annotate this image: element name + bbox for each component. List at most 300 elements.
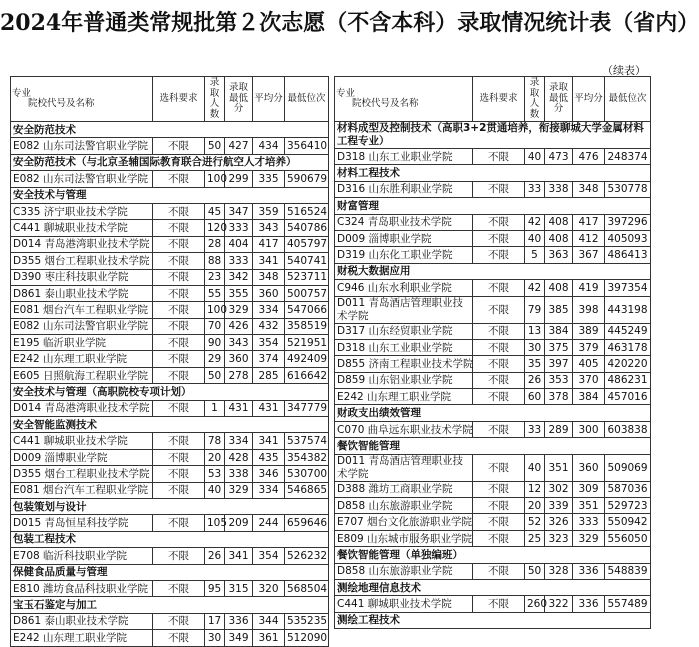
avg-score-cell: 384 bbox=[573, 389, 605, 405]
table-header-row bbox=[11, 77, 329, 122]
min-score-cell: 328 bbox=[545, 563, 573, 579]
category-label: 财政支出绩效管理 bbox=[335, 405, 651, 421]
requirement-cell: 不限 bbox=[473, 596, 525, 612]
admitted-cell: 52 bbox=[525, 514, 545, 530]
table-row bbox=[11, 171, 329, 187]
school-name-cell: C946 山东水利职业学院 bbox=[335, 280, 473, 296]
admitted-cell: 40 bbox=[205, 482, 225, 498]
table-row bbox=[11, 466, 329, 482]
table-row bbox=[335, 421, 651, 437]
min-position-cell: 486413 bbox=[605, 247, 651, 263]
school-name-cell: E082 山东司法警官职业学院 bbox=[11, 171, 153, 187]
school-name-cell: D316 山东胜利职业学院 bbox=[335, 181, 473, 197]
table-row bbox=[11, 433, 329, 449]
min-score-cell: 278 bbox=[225, 367, 253, 383]
avg-score-cell: 360 bbox=[253, 285, 285, 301]
min-score-cell: 334 bbox=[225, 433, 253, 449]
school-name-cell: C441 聊城职业技术学院 bbox=[11, 433, 153, 449]
school-name-cell: E081 烟台汽车工程职业学院 bbox=[11, 482, 153, 498]
avg-score-cell: 431 bbox=[253, 400, 285, 416]
requirement-cell: 不限 bbox=[473, 230, 525, 246]
min-position-cell: 445249 bbox=[605, 323, 651, 339]
requirement-cell: 不限 bbox=[473, 514, 525, 530]
min-score-cell: 343 bbox=[225, 335, 253, 351]
school-name-cell: D861 泰山职业技术学院 bbox=[11, 285, 153, 301]
admitted-cell: 79 bbox=[525, 296, 545, 323]
page-title: 2024年普通类常规批第２次志愿（不含本科）录取情况统计表（省内） bbox=[0, 10, 699, 36]
min-score-cell: 355 bbox=[225, 285, 253, 301]
min-score-cell: 427 bbox=[225, 138, 253, 154]
category-label: 材料成型及控制技术（高职3+2贯通培养，衔接聊城大学金属材料工程专业） bbox=[335, 122, 651, 149]
min-score-cell: 473 bbox=[545, 149, 573, 165]
requirement-cell: 不限 bbox=[153, 367, 205, 383]
min-position-cell: 550942 bbox=[605, 514, 651, 530]
requirement-cell: 不限 bbox=[473, 481, 525, 497]
avg-score-cell: 359 bbox=[253, 203, 285, 219]
requirement-cell: 不限 bbox=[473, 389, 525, 405]
avg-score-cell: 333 bbox=[573, 514, 605, 530]
school-name-cell: D317 山东经贸职业学院 bbox=[335, 323, 473, 339]
avg-score-cell: 348 bbox=[253, 269, 285, 285]
requirement-cell: 不限 bbox=[153, 613, 205, 629]
min-position-cell: 547066 bbox=[285, 302, 329, 318]
table-row bbox=[335, 280, 651, 296]
min-score-cell: 338 bbox=[545, 181, 573, 197]
admitted-cell: 26 bbox=[525, 372, 545, 388]
requirement-cell: 不限 bbox=[153, 236, 205, 252]
avg-score-cell: 412 bbox=[573, 230, 605, 246]
avg-score-cell: 335 bbox=[253, 171, 285, 187]
category-label: 保健食品质量与管理 bbox=[11, 564, 329, 580]
min-position-cell: 397354 bbox=[605, 280, 651, 296]
avg-score-cell: 346 bbox=[253, 466, 285, 482]
category-label: 财富管理 bbox=[335, 198, 651, 214]
admitted-cell: 120 bbox=[205, 220, 225, 236]
requirement-cell: 不限 bbox=[473, 296, 525, 323]
table-row bbox=[335, 323, 651, 339]
table-row bbox=[335, 214, 651, 230]
table-row bbox=[335, 181, 651, 197]
min-position-cell: 354382 bbox=[285, 449, 329, 465]
admitted-cell: 25 bbox=[525, 530, 545, 546]
admitted-cell: 90 bbox=[205, 335, 225, 351]
min-score-cell: 363 bbox=[545, 247, 573, 263]
school-name-cell: D009 淄博职业学院 bbox=[11, 449, 153, 465]
avg-score-cell: 336 bbox=[573, 563, 605, 579]
min-score-cell: 333 bbox=[225, 253, 253, 269]
min-position-cell: 587036 bbox=[605, 481, 651, 497]
admitted-cell: 26 bbox=[205, 548, 225, 564]
admitted-cell: 20 bbox=[525, 498, 545, 514]
category-row bbox=[335, 579, 651, 595]
admitted-cell: 40 bbox=[525, 149, 545, 165]
school-name-cell: D009 淄博职业学院 bbox=[335, 230, 473, 246]
school-name-cell: C441 聊城职业技术学院 bbox=[335, 596, 473, 612]
category-label: 测绘工程技术 bbox=[335, 612, 651, 628]
avg-score-cell: 329 bbox=[573, 530, 605, 546]
admitted-cell: 33 bbox=[525, 181, 545, 197]
admitted-cell: 28 bbox=[205, 236, 225, 252]
category-label: 材料工程技术 bbox=[335, 165, 651, 181]
admitted-cell: 33 bbox=[525, 421, 545, 437]
min-position-cell: 248374 bbox=[605, 149, 651, 165]
header-major-school: 专业 院校代号及名称 bbox=[335, 77, 473, 122]
min-position-cell: 512090 bbox=[285, 630, 329, 646]
table-row bbox=[11, 630, 329, 646]
category-row bbox=[335, 165, 651, 181]
school-name-cell: E242 山东理工职业学院 bbox=[11, 630, 153, 646]
header-avg: 平均分 bbox=[253, 77, 285, 122]
table-row bbox=[335, 339, 651, 355]
category-row bbox=[335, 198, 651, 214]
school-name-cell: E195 临沂职业学院 bbox=[11, 335, 153, 351]
admitted-cell: 13 bbox=[525, 323, 545, 339]
category-row bbox=[11, 564, 329, 580]
min-position-cell: 530700 bbox=[285, 466, 329, 482]
school-name-cell: D318 山东工业职业学院 bbox=[335, 339, 473, 355]
avg-score-cell: 354 bbox=[253, 335, 285, 351]
min-score-cell: 378 bbox=[545, 389, 573, 405]
min-position-cell: 397296 bbox=[605, 214, 651, 230]
table-row bbox=[11, 335, 329, 351]
avg-score-cell: 434 bbox=[253, 138, 285, 154]
min-position-cell: 358519 bbox=[285, 318, 329, 334]
category-label: 财税大数据应用 bbox=[335, 263, 651, 279]
avg-score-cell: 405 bbox=[573, 356, 605, 372]
avg-score-cell: 334 bbox=[253, 482, 285, 498]
min-score-cell: 431 bbox=[225, 400, 253, 416]
min-score-cell: 336 bbox=[225, 613, 253, 629]
min-score-cell: 322 bbox=[545, 596, 573, 612]
requirement-cell: 不限 bbox=[153, 220, 205, 236]
table-row bbox=[11, 367, 329, 383]
admitted-cell: 45 bbox=[205, 203, 225, 219]
header-min-score: 录取最低分 bbox=[225, 77, 253, 122]
avg-score-cell: 285 bbox=[253, 367, 285, 383]
min-score-cell: 329 bbox=[225, 302, 253, 318]
school-name-cell: D014 青岛港湾职业技术学院 bbox=[11, 400, 153, 416]
min-position-cell: 420220 bbox=[605, 356, 651, 372]
requirement-cell: 不限 bbox=[473, 421, 525, 437]
requirement-cell: 不限 bbox=[473, 149, 525, 165]
admitted-cell: 50 bbox=[525, 563, 545, 579]
category-row bbox=[11, 498, 329, 514]
min-score-cell: 326 bbox=[545, 514, 573, 530]
table-row bbox=[335, 481, 651, 497]
category-row bbox=[335, 122, 651, 149]
admitted-cell: 42 bbox=[525, 280, 545, 296]
admitted-cell: 88 bbox=[205, 253, 225, 269]
min-score-cell: 302 bbox=[545, 481, 573, 497]
school-name-cell: D861 泰山职业技术学院 bbox=[11, 613, 153, 629]
min-position-cell: 492409 bbox=[285, 351, 329, 367]
min-position-cell: 521951 bbox=[285, 335, 329, 351]
school-name-cell: E082 山东司法警官职业学院 bbox=[11, 318, 153, 334]
requirement-cell: 不限 bbox=[473, 530, 525, 546]
table-row bbox=[335, 230, 651, 246]
admitted-cell: 260 bbox=[525, 596, 545, 612]
table-row bbox=[11, 613, 329, 629]
table-row bbox=[11, 318, 329, 334]
min-score-cell: 315 bbox=[225, 580, 253, 596]
requirement-cell: 不限 bbox=[473, 214, 525, 230]
category-row bbox=[335, 612, 651, 628]
header-min-position: 最低位次 bbox=[605, 77, 651, 122]
admitted-cell: 30 bbox=[205, 630, 225, 646]
requirement-cell: 不限 bbox=[153, 171, 205, 187]
min-position-cell: 537574 bbox=[285, 433, 329, 449]
category-label: 餐饮智能管理（单独编班） bbox=[335, 547, 651, 563]
min-score-cell: 329 bbox=[225, 482, 253, 498]
admitted-cell: 40 bbox=[525, 454, 545, 481]
table-row bbox=[335, 372, 651, 388]
avg-score-cell: 417 bbox=[253, 236, 285, 252]
table-row bbox=[335, 563, 651, 579]
min-position-cell: 540741 bbox=[285, 253, 329, 269]
requirement-cell: 不限 bbox=[473, 280, 525, 296]
min-position-cell: 486231 bbox=[605, 372, 651, 388]
category-label: 安全智能监测技术 bbox=[11, 417, 329, 433]
header-admitted: 录取人数 bbox=[525, 77, 545, 122]
table-row bbox=[11, 138, 329, 154]
admitted-cell: 17 bbox=[205, 613, 225, 629]
requirement-cell: 不限 bbox=[153, 203, 205, 219]
avg-score-cell: 370 bbox=[573, 372, 605, 388]
table-row bbox=[11, 351, 329, 367]
admitted-cell: 100 bbox=[205, 302, 225, 318]
requirement-cell: 不限 bbox=[153, 302, 205, 318]
min-position-cell: 509069 bbox=[605, 454, 651, 481]
admitted-cell: 29 bbox=[205, 351, 225, 367]
school-name-cell: D319 山东化工职业学院 bbox=[335, 247, 473, 263]
requirement-cell: 不限 bbox=[153, 269, 205, 285]
min-position-cell: 529723 bbox=[605, 498, 651, 514]
min-score-cell: 351 bbox=[545, 454, 573, 481]
category-label: 宝玉石鉴定与加工 bbox=[11, 597, 329, 613]
min-position-cell: 405797 bbox=[285, 236, 329, 252]
category-row bbox=[335, 263, 651, 279]
min-score-cell: 349 bbox=[225, 630, 253, 646]
requirement-cell: 不限 bbox=[153, 433, 205, 449]
header-avg: 平均分 bbox=[573, 77, 605, 122]
category-label: 包装工程技术 bbox=[11, 531, 329, 547]
admitted-cell: 105 bbox=[205, 515, 225, 531]
requirement-cell: 不限 bbox=[153, 285, 205, 301]
min-score-cell: 347 bbox=[225, 203, 253, 219]
min-score-cell: 385 bbox=[545, 296, 573, 323]
requirement-cell: 不限 bbox=[153, 318, 205, 334]
category-label: 安全防范技术（与北京圣辅国际教育联合进行航空人才培养） bbox=[11, 154, 329, 170]
school-name-cell: D390 枣庄科技职业学院 bbox=[11, 269, 153, 285]
avg-score-cell: 354 bbox=[253, 548, 285, 564]
admitted-cell: 60 bbox=[525, 389, 545, 405]
min-score-cell: 404 bbox=[225, 236, 253, 252]
requirement-cell: 不限 bbox=[153, 253, 205, 269]
avg-score-cell: 341 bbox=[253, 253, 285, 269]
school-name-cell: D355 烟台工程职业技术学院 bbox=[11, 466, 153, 482]
category-label: 安全技术与管理（高职院校专项计划） bbox=[11, 384, 329, 400]
min-score-cell: 323 bbox=[545, 530, 573, 546]
min-score-cell: 397 bbox=[545, 356, 573, 372]
requirement-cell: 不限 bbox=[473, 372, 525, 388]
admitted-cell: 35 bbox=[525, 356, 545, 372]
header-admitted: 录取人数 bbox=[205, 77, 225, 122]
continued-label: （续表） bbox=[602, 64, 646, 77]
min-position-cell: 568504 bbox=[285, 580, 329, 596]
school-name-cell: D011 青岛酒店管理职业技术学院 bbox=[335, 454, 473, 481]
min-score-cell: 209 bbox=[225, 515, 253, 531]
min-score-cell: 339 bbox=[545, 498, 573, 514]
avg-score-cell: 309 bbox=[573, 481, 605, 497]
table-row bbox=[335, 247, 651, 263]
school-name-cell: D388 潍坊工商职业学院 bbox=[335, 481, 473, 497]
category-row bbox=[11, 417, 329, 433]
min-position-cell: 526232 bbox=[285, 548, 329, 564]
min-position-cell: 659646 bbox=[285, 515, 329, 531]
requirement-cell: 不限 bbox=[473, 563, 525, 579]
category-row bbox=[11, 531, 329, 547]
min-score-cell: 289 bbox=[545, 421, 573, 437]
school-name-cell: D855 济南工程职业技术学院 bbox=[335, 356, 473, 372]
min-position-cell: 557489 bbox=[605, 596, 651, 612]
avg-score-cell: 432 bbox=[253, 318, 285, 334]
requirement-cell: 不限 bbox=[473, 454, 525, 481]
admitted-cell: 50 bbox=[205, 138, 225, 154]
header-requirement: 选科要求 bbox=[473, 77, 525, 122]
category-label: 包装策划与设计 bbox=[11, 498, 329, 514]
min-position-cell: 405093 bbox=[605, 230, 651, 246]
avg-score-cell: 374 bbox=[253, 351, 285, 367]
min-position-cell: 457016 bbox=[605, 389, 651, 405]
requirement-cell: 不限 bbox=[473, 498, 525, 514]
min-score-cell: 375 bbox=[545, 339, 573, 355]
admitted-cell: 1 bbox=[205, 400, 225, 416]
school-name-cell: D011 青岛酒店管理职业技术学院 bbox=[335, 296, 473, 323]
requirement-cell: 不限 bbox=[153, 400, 205, 416]
requirement-cell: 不限 bbox=[153, 335, 205, 351]
admission-table-left bbox=[10, 76, 329, 647]
table-row bbox=[11, 269, 329, 285]
avg-score-cell: 398 bbox=[573, 296, 605, 323]
category-row bbox=[335, 438, 651, 454]
admitted-cell: 40 bbox=[525, 230, 545, 246]
min-position-cell: 500757 bbox=[285, 285, 329, 301]
min-position-cell: 540786 bbox=[285, 220, 329, 236]
school-name-cell: C441 聊城职业技术学院 bbox=[11, 220, 153, 236]
school-name-cell: D859 山东铝业职业学院 bbox=[335, 372, 473, 388]
admitted-cell: 12 bbox=[525, 481, 545, 497]
min-position-cell: 590679 bbox=[285, 171, 329, 187]
table-row bbox=[11, 203, 329, 219]
table-row bbox=[11, 302, 329, 318]
min-score-cell: 408 bbox=[545, 230, 573, 246]
requirement-cell: 不限 bbox=[473, 339, 525, 355]
avg-score-cell: 320 bbox=[253, 580, 285, 596]
school-name-cell: E809 山东城市服务职业学院 bbox=[335, 530, 473, 546]
school-name-cell: D858 山东旅游职业学院 bbox=[335, 498, 473, 514]
table-row bbox=[11, 548, 329, 564]
requirement-cell: 不限 bbox=[473, 247, 525, 263]
header-min-score: 录取最低分 bbox=[545, 77, 573, 122]
school-name-cell: E082 山东司法警官职业学院 bbox=[11, 138, 153, 154]
avg-score-cell: 334 bbox=[253, 302, 285, 318]
min-score-cell: 353 bbox=[545, 372, 573, 388]
header-requirement: 选科要求 bbox=[153, 77, 205, 122]
min-score-cell: 333 bbox=[225, 220, 253, 236]
avg-score-cell: 341 bbox=[253, 433, 285, 449]
category-row bbox=[11, 187, 329, 203]
school-name-cell: D355 烟台工程职业技术学院 bbox=[11, 253, 153, 269]
avg-score-cell: 343 bbox=[253, 220, 285, 236]
avg-score-cell: 435 bbox=[253, 449, 285, 465]
category-label: 测绘地理信息技术 bbox=[335, 579, 651, 595]
min-score-cell: 360 bbox=[225, 351, 253, 367]
avg-score-cell: 361 bbox=[253, 630, 285, 646]
requirement-cell: 不限 bbox=[153, 138, 205, 154]
avg-score-cell: 389 bbox=[573, 323, 605, 339]
table-row bbox=[11, 220, 329, 236]
header-major-school: 专业 院校代号及名称 bbox=[11, 77, 153, 122]
admitted-cell: 95 bbox=[205, 580, 225, 596]
school-name-cell: D015 青岛恒星科技学院 bbox=[11, 515, 153, 531]
avg-score-cell: 348 bbox=[573, 181, 605, 197]
category-label: 安全技术与管理 bbox=[11, 187, 329, 203]
header-min-position: 最低位次 bbox=[285, 77, 329, 122]
admitted-cell: 23 bbox=[205, 269, 225, 285]
min-score-cell: 408 bbox=[545, 214, 573, 230]
school-name-cell: C335 济宁职业技术学院 bbox=[11, 203, 153, 219]
avg-score-cell: 300 bbox=[573, 421, 605, 437]
school-name-cell: E708 临沂科技职业学院 bbox=[11, 548, 153, 564]
school-name-cell: E810 潍坊食品科技职业学院 bbox=[11, 580, 153, 596]
min-score-cell: 408 bbox=[545, 280, 573, 296]
admitted-cell: 55 bbox=[205, 285, 225, 301]
table-row bbox=[11, 580, 329, 596]
min-position-cell: 356410 bbox=[285, 138, 329, 154]
min-position-cell: 347779 bbox=[285, 400, 329, 416]
table-row bbox=[335, 498, 651, 514]
avg-score-cell: 379 bbox=[573, 339, 605, 355]
min-position-cell: 556050 bbox=[605, 530, 651, 546]
table-header-row bbox=[335, 77, 651, 122]
table-row bbox=[335, 356, 651, 372]
avg-score-cell: 351 bbox=[573, 498, 605, 514]
category-row bbox=[11, 154, 329, 170]
table-row bbox=[11, 253, 329, 269]
requirement-cell: 不限 bbox=[153, 515, 205, 531]
category-row bbox=[335, 547, 651, 563]
table-row bbox=[335, 296, 651, 323]
category-label: 餐饮智能管理 bbox=[335, 438, 651, 454]
school-name-cell: C070 曲阜远东职业技术学院 bbox=[335, 421, 473, 437]
avg-score-cell: 344 bbox=[253, 613, 285, 629]
min-position-cell: 530778 bbox=[605, 181, 651, 197]
admitted-cell: 100 bbox=[205, 171, 225, 187]
min-position-cell: 535235 bbox=[285, 613, 329, 629]
avg-score-cell: 476 bbox=[573, 149, 605, 165]
school-name-cell: D858 山东旅游职业学院 bbox=[335, 563, 473, 579]
category-label: 安全防范技术 bbox=[11, 122, 329, 138]
table-row bbox=[11, 400, 329, 416]
requirement-cell: 不限 bbox=[473, 323, 525, 339]
min-position-cell: 603838 bbox=[605, 421, 651, 437]
requirement-cell: 不限 bbox=[153, 482, 205, 498]
avg-score-cell: 336 bbox=[573, 596, 605, 612]
admitted-cell: 50 bbox=[205, 367, 225, 383]
avg-score-cell: 417 bbox=[573, 214, 605, 230]
min-position-cell: 546865 bbox=[285, 482, 329, 498]
admitted-cell: 53 bbox=[205, 466, 225, 482]
